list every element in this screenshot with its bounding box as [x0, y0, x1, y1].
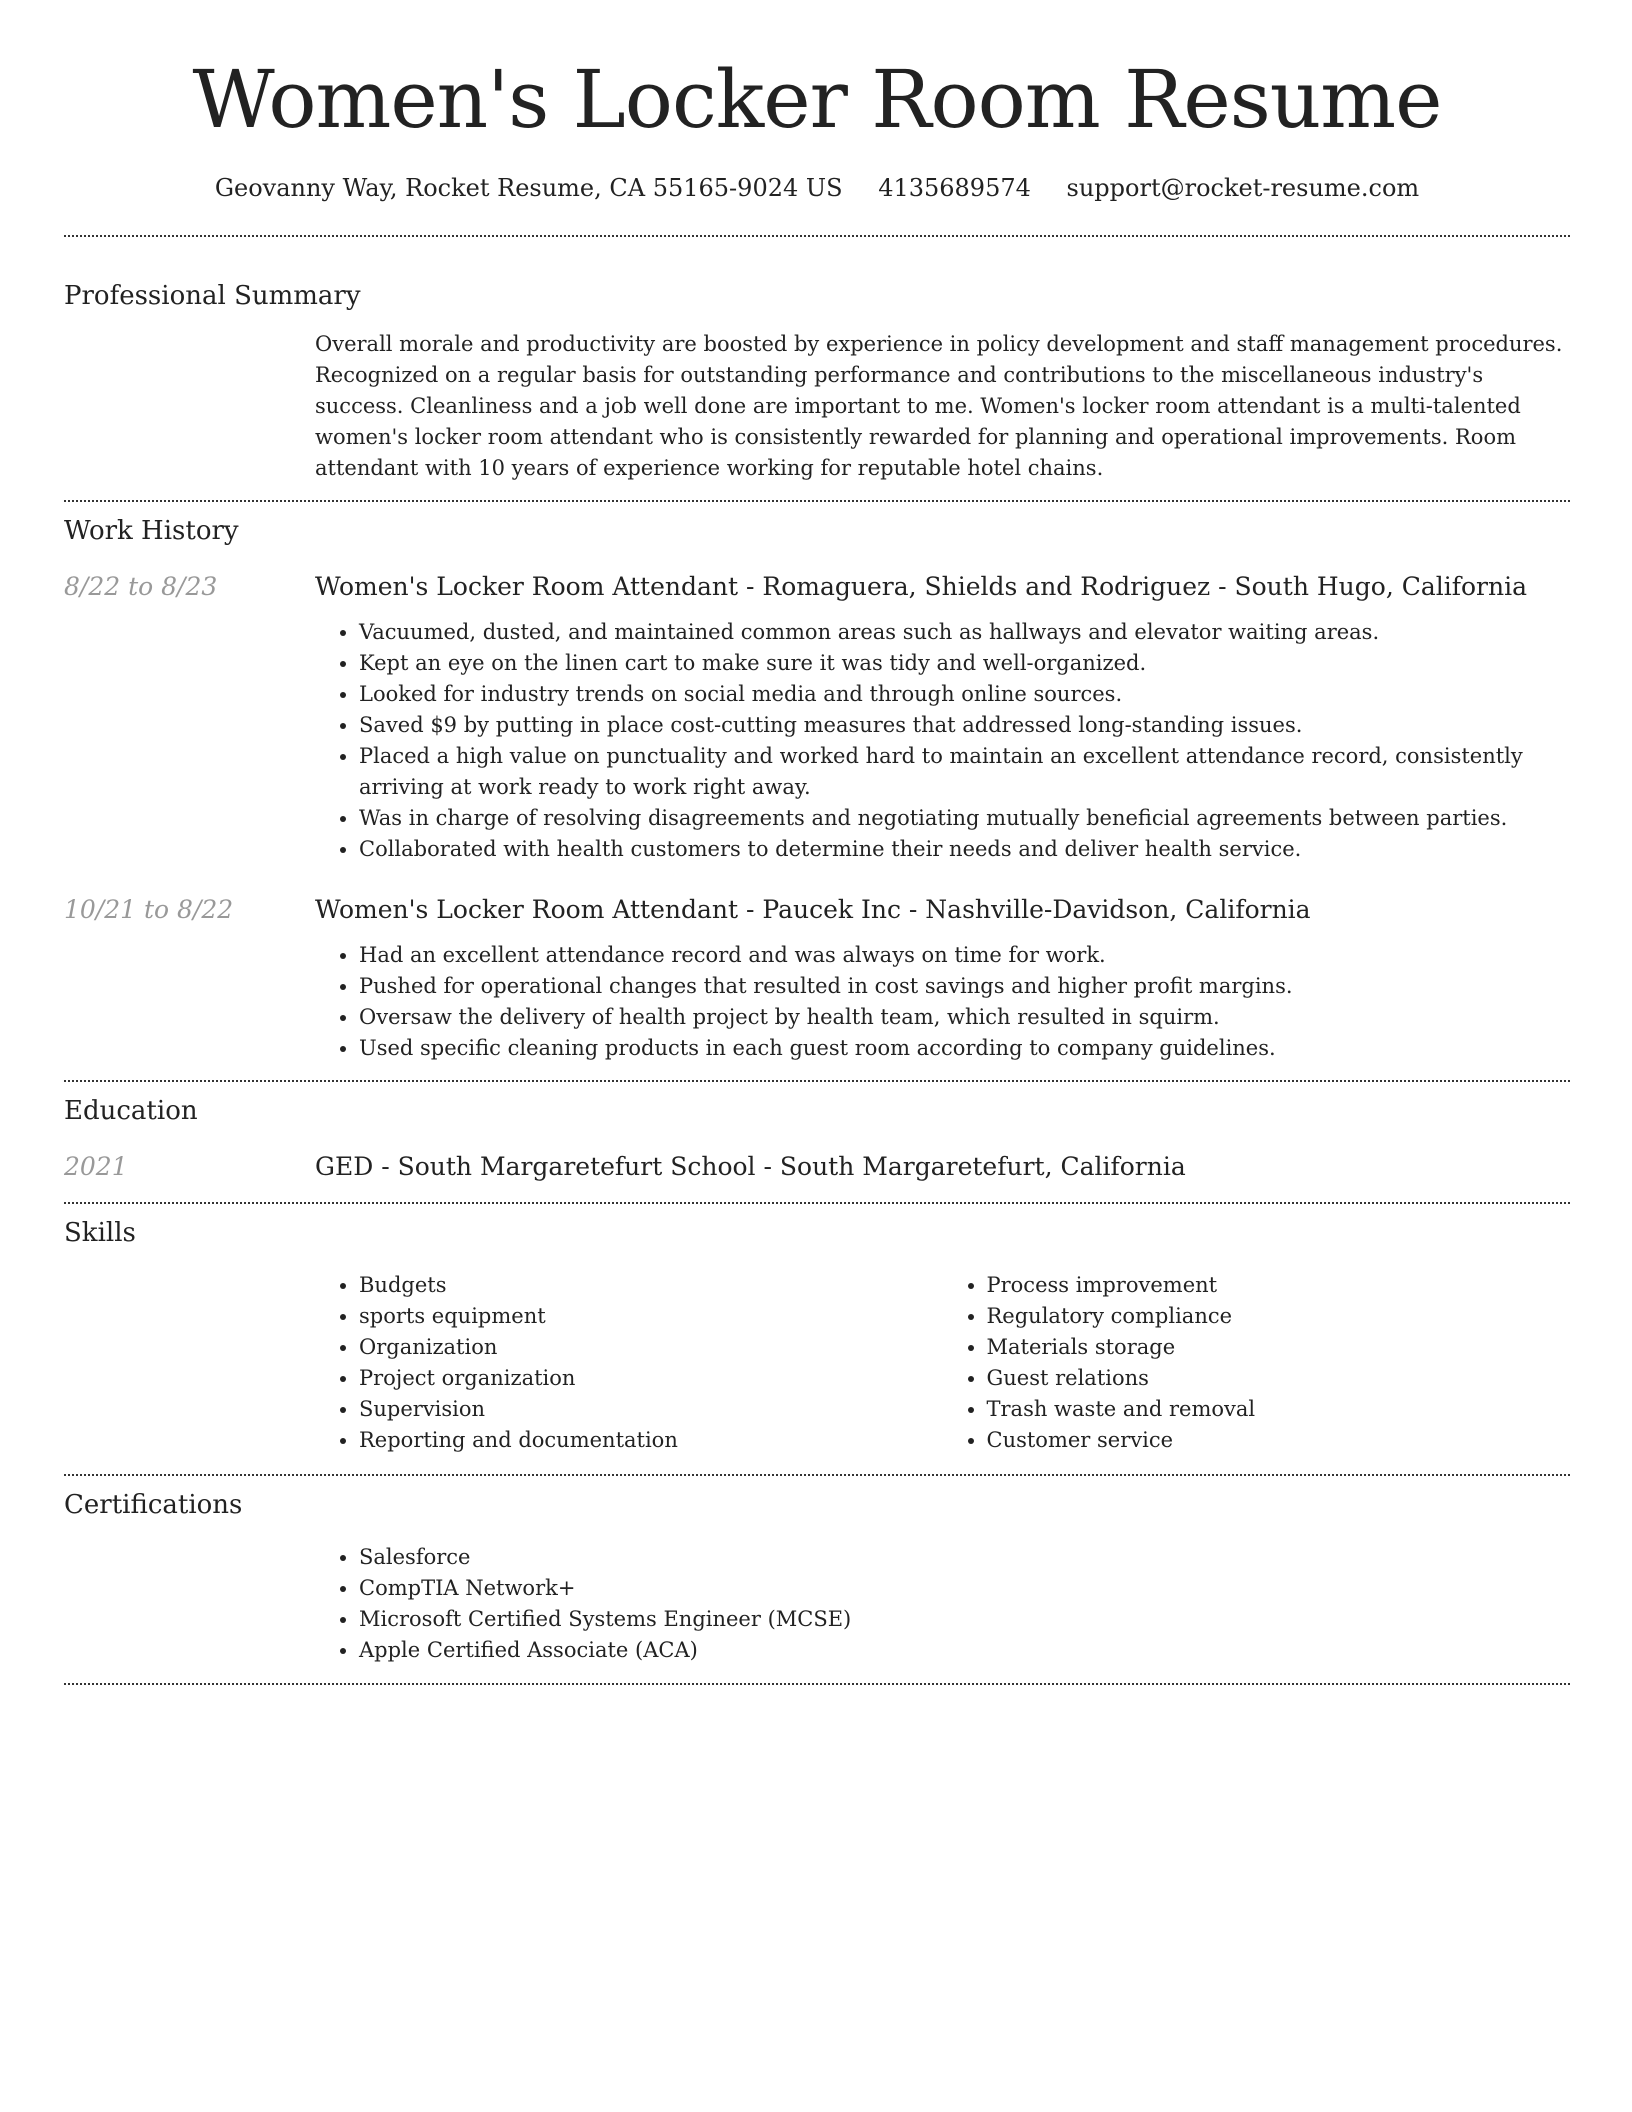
- certifications-list: [315, 1542, 1570, 1666]
- list-item: • Organization: [359, 1332, 943, 1363]
- section-title-work: Work History: [64, 516, 239, 546]
- list-item: • Trash waste and removal: [987, 1394, 1571, 1425]
- list-item: • Budgets: [359, 1270, 943, 1301]
- resume-title: Women's Locker Room Resume: [192, 53, 1442, 146]
- divider: [64, 1683, 1570, 1685]
- list-item: • Collaborated with health customers to determine their needs and deliver health service.: [359, 834, 1570, 865]
- divider: [64, 500, 1570, 502]
- list-item: • Placed a high value on punctuality and worked hard to maintain an excellent attendance record, consistently arriving at work ready to work right away.: [359, 741, 1570, 803]
- contact-address: Geovanny Way, Rocket Resume, CA 55165-9024 US: [214, 174, 843, 202]
- list-item: • Apple Certified Associate (ACA): [359, 1635, 1570, 1666]
- list-item: • Salesforce: [359, 1542, 1570, 1573]
- divider: [64, 1202, 1570, 1204]
- education-year: 2021: [64, 1152, 128, 1181]
- list-item: • CompTIA Network+: [359, 1573, 1570, 1604]
- contact-line: [64, 172, 1570, 204]
- section-title-summary: Professional Summary: [64, 281, 361, 311]
- education-heading: GED - South Margaretefurt School - South Margaretefurt, California: [315, 1152, 1186, 1181]
- section-title-education: Education: [64, 1096, 198, 1126]
- list-item: • Oversaw the delivery of health project by health team, which resulted in squirm.: [359, 1002, 1570, 1033]
- divider: [64, 1080, 1570, 1082]
- contact-email: support@rocket-resume.com: [1066, 174, 1420, 202]
- education-entry: [64, 1150, 1570, 1184]
- resume-page: [64, 0, 1570, 1685]
- job-bullets: [315, 617, 1570, 865]
- skills-list: [315, 1270, 1570, 1456]
- job-heading: Women's Locker Room Attendant - Romaguera, Shields and Rodriguez - South Hugo, California: [315, 572, 1527, 601]
- job-entry: [64, 893, 1570, 1064]
- list-item: • Guest relations: [987, 1363, 1571, 1394]
- list-item: • Customer service: [987, 1425, 1571, 1456]
- job-entry: [64, 570, 1570, 865]
- list-item: • Kept an eye on the linen cart to make sure it was tidy and well-organized.: [359, 648, 1570, 679]
- list-item: • sports equipment: [359, 1301, 943, 1332]
- divider: [64, 1474, 1570, 1476]
- job-dates: 8/22 to 8/23: [64, 572, 218, 601]
- list-item: • Pushed for operational changes that resulted in cost savings and higher profit margins.: [359, 971, 1570, 1002]
- section-title-certifications: Certifications: [64, 1490, 243, 1520]
- list-item: • Microsoft Certified Systems Engineer (MCSE): [359, 1604, 1570, 1635]
- list-item: • Project organization: [359, 1363, 943, 1394]
- summary-text: Overall morale and productivity are boosted by experience in policy development and staff management procedures. Recognized on a regular basis for outstanding performance and contributions to the miscellaneous industry's success. Cleanliness and a job well done are important to me. Women's locker room attendant is a multi-talented women's locker room attendant who is consistently rewarded for planning and operational improvements. Room attendant with 10 years of experience working for reputable hotel chains.: [315, 332, 1563, 480]
- list-item: • Saved $9 by putting in place cost-cutting measures that addressed long-standing issues.: [359, 710, 1570, 741]
- section-title-skills: Skills: [64, 1218, 136, 1248]
- list-item: • Used specific cleaning products in each guest room according to company guidelines.: [359, 1033, 1570, 1064]
- job-dates: 10/21 to 8/22: [64, 895, 234, 924]
- list-item: • Reporting and documentation: [359, 1425, 943, 1456]
- job-heading: Women's Locker Room Attendant - Paucek Inc - Nashville-Davidson, California: [315, 895, 1311, 924]
- list-item: • Looked for industry trends on social media and through online sources.: [359, 679, 1570, 710]
- skills-column-right: [943, 1270, 1571, 1456]
- list-item: • Was in charge of resolving disagreements and negotiating mutually beneficial agreements between parties.: [359, 803, 1570, 834]
- list-item: • Process improvement: [987, 1270, 1571, 1301]
- list-item: • Regulatory compliance: [987, 1301, 1571, 1332]
- job-bullets: [315, 940, 1570, 1064]
- list-item: • Materials storage: [987, 1332, 1571, 1363]
- list-item: • Vacuumed, dusted, and maintained common areas such as hallways and elevator waiting areas.: [359, 617, 1570, 648]
- divider: [64, 235, 1570, 237]
- list-item: • Had an excellent attendance record and was always on time for work.: [359, 940, 1570, 971]
- contact-phone: 4135689574: [878, 174, 1031, 202]
- skills-column-left: [315, 1270, 943, 1456]
- list-item: • Supervision: [359, 1394, 943, 1425]
